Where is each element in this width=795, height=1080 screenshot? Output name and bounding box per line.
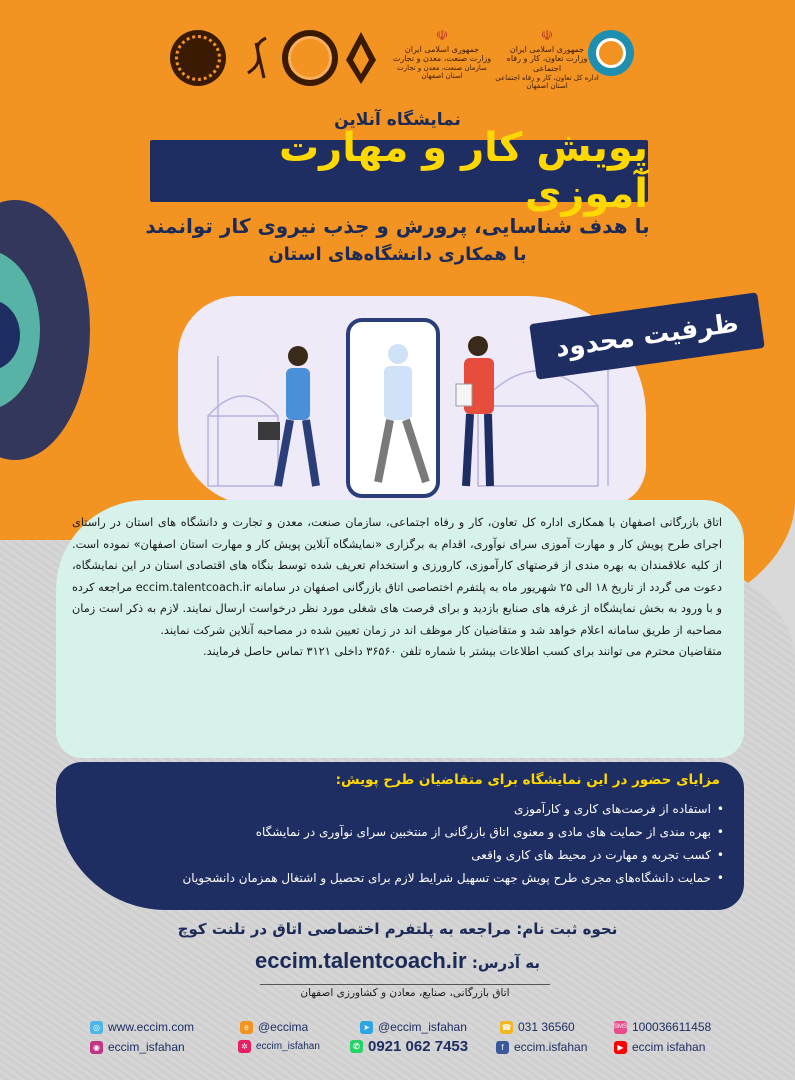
sms-contact[interactable]: [614, 1020, 711, 1034]
instagram-text: eccim_isfahan: [108, 1040, 185, 1054]
benefit-item: • حمایت دانشگاه‌های مجری طرح پویش جهت تسهیل شرایط لازم برای تحصیل و اشتغال همزمان دانشجویان: [80, 867, 724, 890]
calligraphy-logo: [234, 30, 278, 86]
tagline-2: با همکاری دانشگاه‌های استان: [268, 244, 527, 265]
instagram-icon: ◉: [90, 1041, 103, 1054]
description-paragraph: اتاق بازرگانی اصفهان با همکاری اداره کل تعاون، کار و رفاه اجتماعی، سازمان صنعت، معدن و تجارت و دانشگاه های استان در راستای اجرای طرح پویش کار و مهارت آموزی سرای نوآوری، اقدام به برگزاری «نمایشگاه آنلاین پویش کار و مهارت استان اصفهان» نموده است. از کلیه علاقمندان به بهره مندی از فرصتهای کارآموزی، کارورزی و استخدام تعریف شده توسط بنگاه های اقتصادی استان در این نمایشگاه، دعوت می گردد از تاریخ ۱۸ الی ۲۵ شهریور ماه به پلتفرم اختصاصی اتاق بازرگانی اصفهان در سامانه eccim.talentcoach.ir مراجعه کرده و با ورود به بخش نمایشگاه از غرفه های صنایع بازدید و برای فرصت های شغلی مورد نظر درخواست ارسال نمایند. لازم به ذکر است زمان مصاحبه از طریق سامانه اعلام خواهد شد و متقاضیان کار موظف اند در زمان تعیین شده در مصاحبه آنلاین شرکت نمایند.: [72, 516, 722, 637]
phone-text: 031 36560: [518, 1020, 575, 1034]
gov-logo-1: ☫ جمهوری اسلامی ایران وزارت صنعت، معدن و تجارت سازمان صنعت، معدن و تجارت استان اصفهان: [392, 28, 492, 81]
youtube-icon: ▶: [614, 1041, 627, 1054]
contacts-footer: [0, 1018, 795, 1078]
youtube-contact[interactable]: [614, 1040, 705, 1054]
benefit-item: • استفاده از فرصت‌های کاری و کارآموزی: [80, 798, 724, 821]
gov-logo-1-line1: جمهوری اسلامی ایران: [404, 44, 480, 54]
gov-logo-2-line2: وزارت تعاون، کار و رفاه اجتماعی: [506, 54, 588, 73]
chamber-name: اتاق بازرگانی، صنایع، معادن و کشاورزی اصفهان: [260, 984, 550, 999]
page-title: پویش کار و مهارت آموزی: [278, 125, 648, 217]
instagram-contact[interactable]: [90, 1040, 185, 1054]
azad-univ-logo: [344, 30, 378, 86]
sms-text: 100036611458: [632, 1020, 712, 1034]
gov-logo-2: ☫ جمهوری اسلامی ایران وزارت تعاون، کار و رفاه اجتماعی اداره کل تعاون، کار و رفاه اجتماعی استان اصفهان: [492, 28, 602, 90]
globe-icon: ◎: [90, 1021, 103, 1034]
isfahan-univ-logo: [282, 30, 338, 86]
aparat-text: eccim_isfahan: [256, 1041, 320, 1052]
benefit-item: • کسب تجربه و مهارت در محیط های کاری واقعی: [80, 844, 724, 867]
youtube-text: eccim isfahan: [632, 1040, 706, 1054]
facebook-contact[interactable]: [496, 1040, 587, 1054]
benefits-title: مزایای حضور در این نمایشگاه برای متقاضیان طرح پویش:: [335, 772, 720, 788]
phone-icon: ☎: [501, 1022, 512, 1032]
eitaa-contact[interactable]: [240, 1020, 308, 1034]
logos-row: [160, 22, 640, 102]
whatsapp-text: 0921 062 7453: [368, 1038, 469, 1055]
telegram-contact[interactable]: [360, 1020, 467, 1034]
telegram-text: @eccim_isfahan: [378, 1020, 467, 1034]
badge-label: ظرفیت محدود: [553, 308, 741, 364]
whatsapp-icon: ✆: [350, 1040, 363, 1053]
website-contact[interactable]: [90, 1020, 194, 1034]
benefit-item: • بهره مندی از حمایت های مادی و معنوی اتاق بازرگانی از منتخبین سرای نوآوری در نمایشگاه: [80, 821, 724, 844]
phone-contact[interactable]: [500, 1020, 575, 1034]
sharif-logo: [170, 30, 226, 86]
title-box: [150, 125, 648, 217]
benefits-list: [80, 798, 742, 890]
sms-icon: SMS: [614, 1021, 627, 1034]
contact-info-line: متقاضیان محترم می توانند برای کسب اطلاعات بیشتر با شماره تلفن ۳۶۵۶۰ داخلی ۳۱۲۱ تماس حاصل فرمایند.: [203, 645, 722, 658]
telegram-icon: ➤: [360, 1021, 373, 1034]
gov-logo-4: سازمان صنعت، معدن و تجارت استان اصفهان: [397, 63, 487, 81]
aparat-icon: ✲: [238, 1040, 251, 1053]
tagline-1: با هدف شناسایی، پرورش و جذب نیروی کار توانمند: [145, 214, 650, 238]
eitaa-icon: e: [240, 1021, 253, 1034]
website-text: www.eccim.com: [108, 1020, 195, 1034]
eitaa-text: @eccima: [258, 1020, 309, 1034]
gov-logo-3: اداره کل تعاون، کار و رفاه اجتماعی استان اصفهان: [495, 73, 599, 90]
facebook-text: eccim.isfahan: [514, 1040, 588, 1054]
whatsapp-contact[interactable]: [350, 1038, 468, 1055]
gov-logo-1-line2: وزارت صنعت، معدن و تجارت: [392, 54, 492, 64]
innovation-logo: [588, 30, 634, 76]
facebook-icon: f: [496, 1041, 509, 1054]
aparat-contact[interactable]: [238, 1040, 320, 1053]
gov-logo-2-line1: جمهوری اسلامی ایران: [509, 44, 585, 54]
registration-line: نحوه ثبت نام: مراجعه به پلتفرم اختصاصی اتاق در تلنت کوچ: [177, 920, 618, 938]
registration-address: [0, 948, 795, 974]
org-top-label: نمایشگاه آنلاین: [334, 110, 461, 130]
description-text: [72, 512, 722, 663]
address-label: به آدرس:: [471, 954, 540, 972]
address-url[interactable]: eccim.talentcoach.ir: [255, 948, 467, 973]
